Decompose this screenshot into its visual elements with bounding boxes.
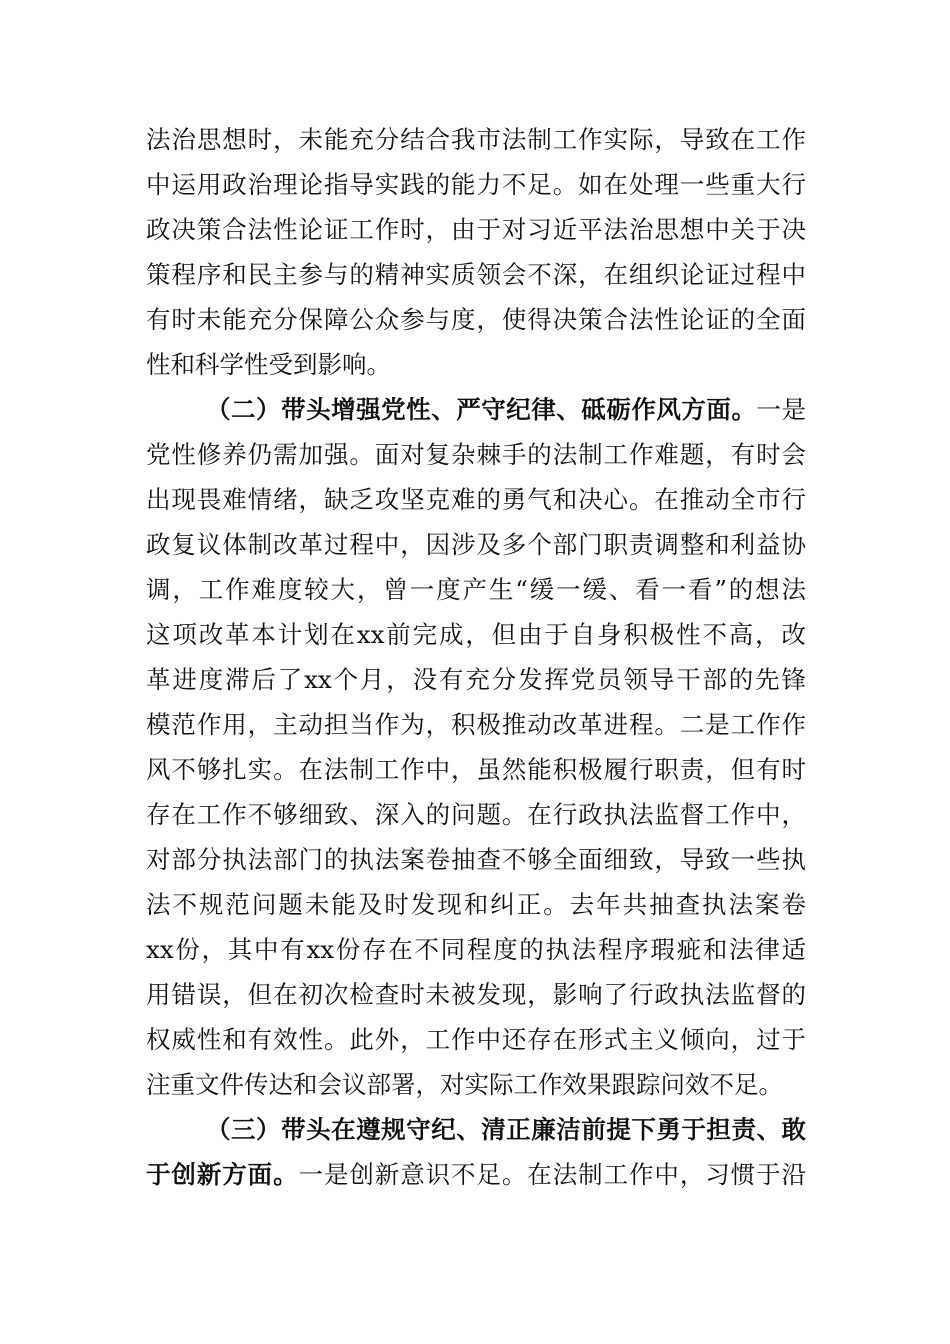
- paragraph-2-first-line-rest: 一是: [756, 395, 806, 424]
- paragraph-1-line-5: 有时未能充分保障公众参与度，使得决策合法性论证的全面: [146, 305, 806, 334]
- section-heading-3-line-1: （三）带头在遵规守纪、清正廉洁前提下勇于担责、敢: [206, 1115, 806, 1144]
- paragraph-3-line-2: [146, 1153, 806, 1197]
- paragraph-2-line-13: xx份，其中有xx份存在不同程度的执法程序瑕疵和法律适: [146, 935, 806, 964]
- paragraph-2-line-15: 权威性和有效性。此外，工作中还存在形式主义倾向，过于: [146, 1025, 806, 1054]
- paragraph-2-line-6: 这项改革本计划在xx前完成，但由于自身积极性不高，改: [146, 620, 806, 649]
- paragraph-2-line-12: 法不规范问题未能及时发现和纠正。去年共抽查执法案卷: [146, 890, 806, 919]
- paragraph-2-line-2: 党性修养仍需加强。面对复杂棘手的法制工作难题，有时会: [146, 440, 806, 469]
- paragraph-2-line-11: 对部分执法部门的执法案卷抽查不够全面细致，导致一些执: [146, 845, 806, 874]
- paragraph-2-line-14: 用错误，但在初次检查时未被发现，影响了行政执法监督的: [146, 980, 806, 1009]
- paragraph-2-line-7: 革进度滞后了xx个月，没有充分发挥党员领导干部的先锋: [146, 665, 806, 694]
- paragraph-2-line-3: 出现畏难情绪，缺乏攻坚克难的勇气和决心。在推动全市行: [146, 485, 806, 514]
- paragraph-1-line-6: 性和科学性受到影响。: [146, 350, 391, 379]
- paragraph-2-line-16: 注重文件传达和会议部署，对实际工作效果跟踪问效不足。: [146, 1070, 783, 1099]
- paragraph-1-line-1: 法治思想时，未能充分结合我市法制工作实际，导致在工作: [146, 125, 806, 154]
- paragraph-1-line-3: 政决策合法性论证工作时，由于对习近平法治思想中关于决: [146, 215, 806, 244]
- paragraph-2-line-9: 风不够扎实。在法制工作中，虽然能积极履行职责，但有时: [146, 755, 806, 784]
- paragraph-1-line-4: 策程序和民主参与的精神实质领会不深，在组织论证过程中: [146, 260, 806, 289]
- paragraph-2-line-10: 存在工作不够细致、深入的问题。在行政执法监督工作中，: [146, 800, 806, 829]
- paragraph-2-first-line: [206, 388, 806, 432]
- section-heading-2: （二）带头增强党性、严守纪律、砥砺作风方面。: [206, 395, 757, 424]
- paragraph-3-line-2-rest: 一是创新意识不足。在法制工作中，习惯于沿: [298, 1160, 806, 1189]
- paragraph-2-line-5: 调，工作难度较大，曾一度产生“缓一缓、看一看”的想法: [146, 575, 806, 604]
- section-heading-3-line-2: 于创新方面。: [146, 1160, 299, 1189]
- paragraph-2-line-4: 政复议体制改革过程中，因涉及多个部门职责调整和利益协: [146, 530, 806, 559]
- paragraph-1-line-2: 中运用政治理论指导实践的能力不足。如在处理一些重大行: [146, 170, 806, 199]
- paragraph-2-line-8: 模范作用，主动担当作为，积极推动改革进程。二是工作作: [146, 710, 806, 739]
